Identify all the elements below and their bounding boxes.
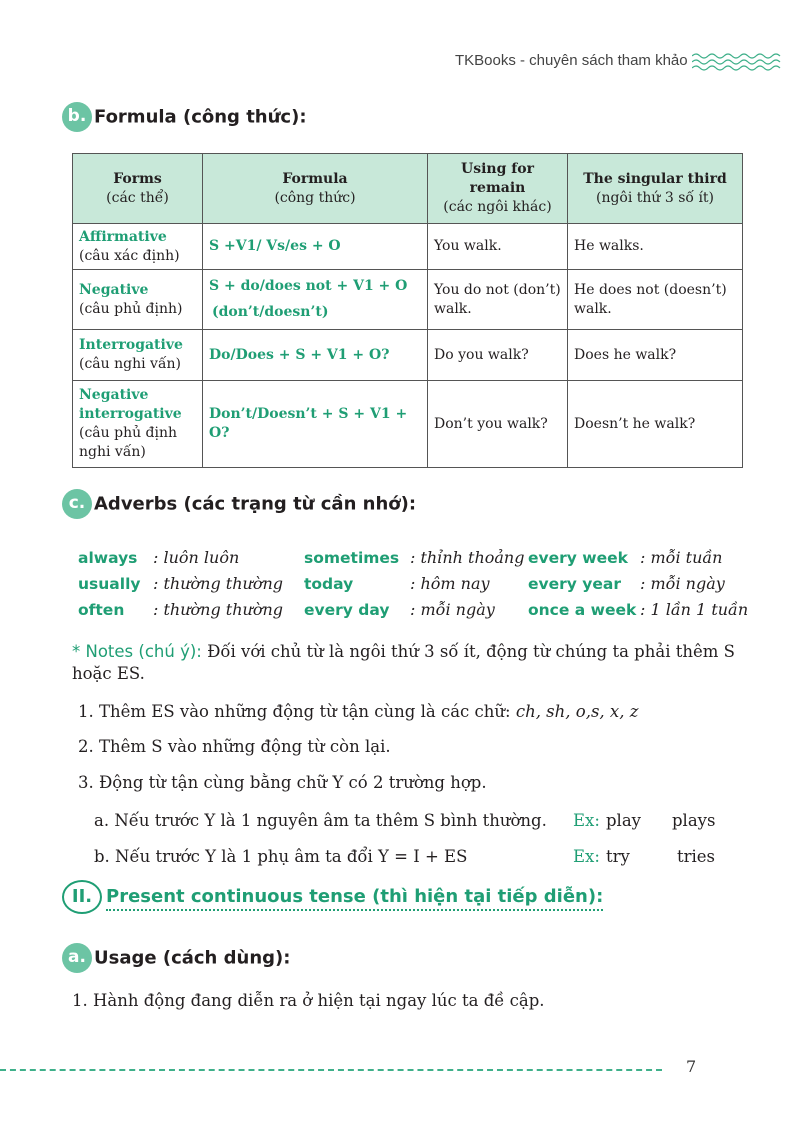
adverb-meaning: : thường thường xyxy=(153,600,283,619)
section-c-badge: c. xyxy=(62,489,92,519)
third-cell: Doesn’t he walk? xyxy=(568,381,743,468)
footer-divider xyxy=(0,1069,662,1071)
table-row xyxy=(73,224,743,270)
adverb-word: every week xyxy=(528,549,628,567)
header-forms: Forms (các thể) xyxy=(73,154,203,224)
formula-cell: Don’t/Doesn’t + S + V1 + O? xyxy=(203,381,428,468)
table-header-row xyxy=(73,154,743,224)
section-c-heading xyxy=(62,489,416,519)
section-c-title: Adverbs (các trạng từ cần nhớ): xyxy=(94,493,417,515)
table-row xyxy=(73,270,743,330)
table-row xyxy=(73,330,743,381)
page-number: 7 xyxy=(686,1057,697,1076)
adverb-word: every day xyxy=(304,601,390,619)
adverb-meaning: : mỗi tuần xyxy=(640,548,723,567)
table-row xyxy=(73,381,743,468)
header-remain: Using for remain (các ngôi khác) xyxy=(428,154,568,224)
adverb-meaning: : luôn luôn xyxy=(153,548,240,567)
adverb-meaning: : thỉnh thoảng xyxy=(410,548,525,567)
adverb-meaning: : 1 lần 1 tuần xyxy=(640,600,749,619)
adverb-meaning: : hôm nay xyxy=(410,574,490,593)
form-cell: Negative (câu phủ định) xyxy=(73,270,203,330)
adverb-meaning: : thường thường xyxy=(153,574,283,593)
remain-cell: Do you walk? xyxy=(428,330,568,381)
adverb-word: every year xyxy=(528,575,621,593)
example-word: play xyxy=(606,811,641,830)
adverb-word: always xyxy=(78,549,138,567)
section-a-title: Usage (cách dùng): xyxy=(94,947,291,969)
form-cell: Interrogative (câu nghi vấn) xyxy=(73,330,203,381)
adverb-word: often xyxy=(78,601,125,619)
third-cell: He does not (doesn’t) walk. xyxy=(568,270,743,330)
example-word: try xyxy=(606,847,630,866)
example-label: Ex: xyxy=(573,847,600,866)
usage-item-1: 1. Hành động đang diễn ra ở hiện tại ngay lúc ta đề cập. xyxy=(72,991,545,1010)
adverb-word: sometimes xyxy=(304,549,400,567)
formula-cell: S +V1/ Vs/es + O xyxy=(203,224,428,270)
third-cell: He walks. xyxy=(568,224,743,270)
header-formula: Formula (công thức) xyxy=(203,154,428,224)
section-b-title: Formula (công thức): xyxy=(94,106,307,128)
rule-3a: a. Nếu trước Y là 1 nguyên âm ta thêm S bình thường. xyxy=(94,811,547,830)
adverb-word: usually xyxy=(78,575,141,593)
header-third: The singular third (ngôi thứ 3 số ít) xyxy=(568,154,743,224)
section-a-heading xyxy=(62,943,290,973)
form-cell: Negative interrogative (câu phủ định nghi vấn) xyxy=(73,381,203,468)
remain-cell: You do not (don’t) walk. xyxy=(428,270,568,330)
section-b-badge: b. xyxy=(62,102,92,132)
third-cell: Does he walk? xyxy=(568,330,743,381)
section-ii-heading xyxy=(62,880,603,914)
rule-1: 1. Thêm ES vào những động từ tận cùng là các chữ: ch, sh, o,s, x, z xyxy=(78,702,639,721)
section-a-badge: a. xyxy=(62,943,92,973)
rule-1-letters: ch, sh, o,s, x, z xyxy=(515,702,639,721)
wave-ornament xyxy=(692,52,784,72)
remain-cell: Don’t you walk? xyxy=(428,381,568,468)
formula-cell: Do/Does + S + V1 + O? xyxy=(203,330,428,381)
section-ii-number: II. xyxy=(62,880,102,914)
remain-cell: You walk. xyxy=(428,224,568,270)
formula-cell: S + do/does not + V1 + O (don’t/doesn’t) xyxy=(203,270,428,330)
example-result: tries xyxy=(677,847,716,866)
adverb-meaning: : mỗi ngày xyxy=(640,574,725,593)
rule-3b: b. Nếu trước Y là 1 phụ âm ta đổi Y = I + ES xyxy=(94,847,468,866)
adverb-word: today xyxy=(304,575,354,593)
running-header: TKBooks - chuyên sách tham khảo xyxy=(455,52,688,69)
formula-table xyxy=(72,153,743,468)
rule-2: 2. Thêm S vào những động từ còn lại. xyxy=(78,737,391,756)
notes-paragraph xyxy=(72,641,762,685)
adverb-word: once a week xyxy=(528,601,637,619)
example-result: plays xyxy=(672,811,716,830)
adverb-meaning: : mỗi ngày xyxy=(410,600,495,619)
rule-3: 3. Động từ tận cùng bằng chữ Y có 2 trường hợp. xyxy=(78,773,487,792)
example-label: Ex: xyxy=(573,811,600,830)
form-cell: Affirmative (câu xác định) xyxy=(73,224,203,270)
notes-text: Đối với chủ từ là ngôi thứ 3 số ít, động từ chúng ta phải thêm S hoặc ES. xyxy=(72,642,735,683)
section-b-heading xyxy=(62,102,307,132)
section-ii-title: Present continuous tense (thì hiện tại tiếp diễn): xyxy=(106,886,603,911)
notes-label: * Notes (chú ý): xyxy=(72,642,202,661)
